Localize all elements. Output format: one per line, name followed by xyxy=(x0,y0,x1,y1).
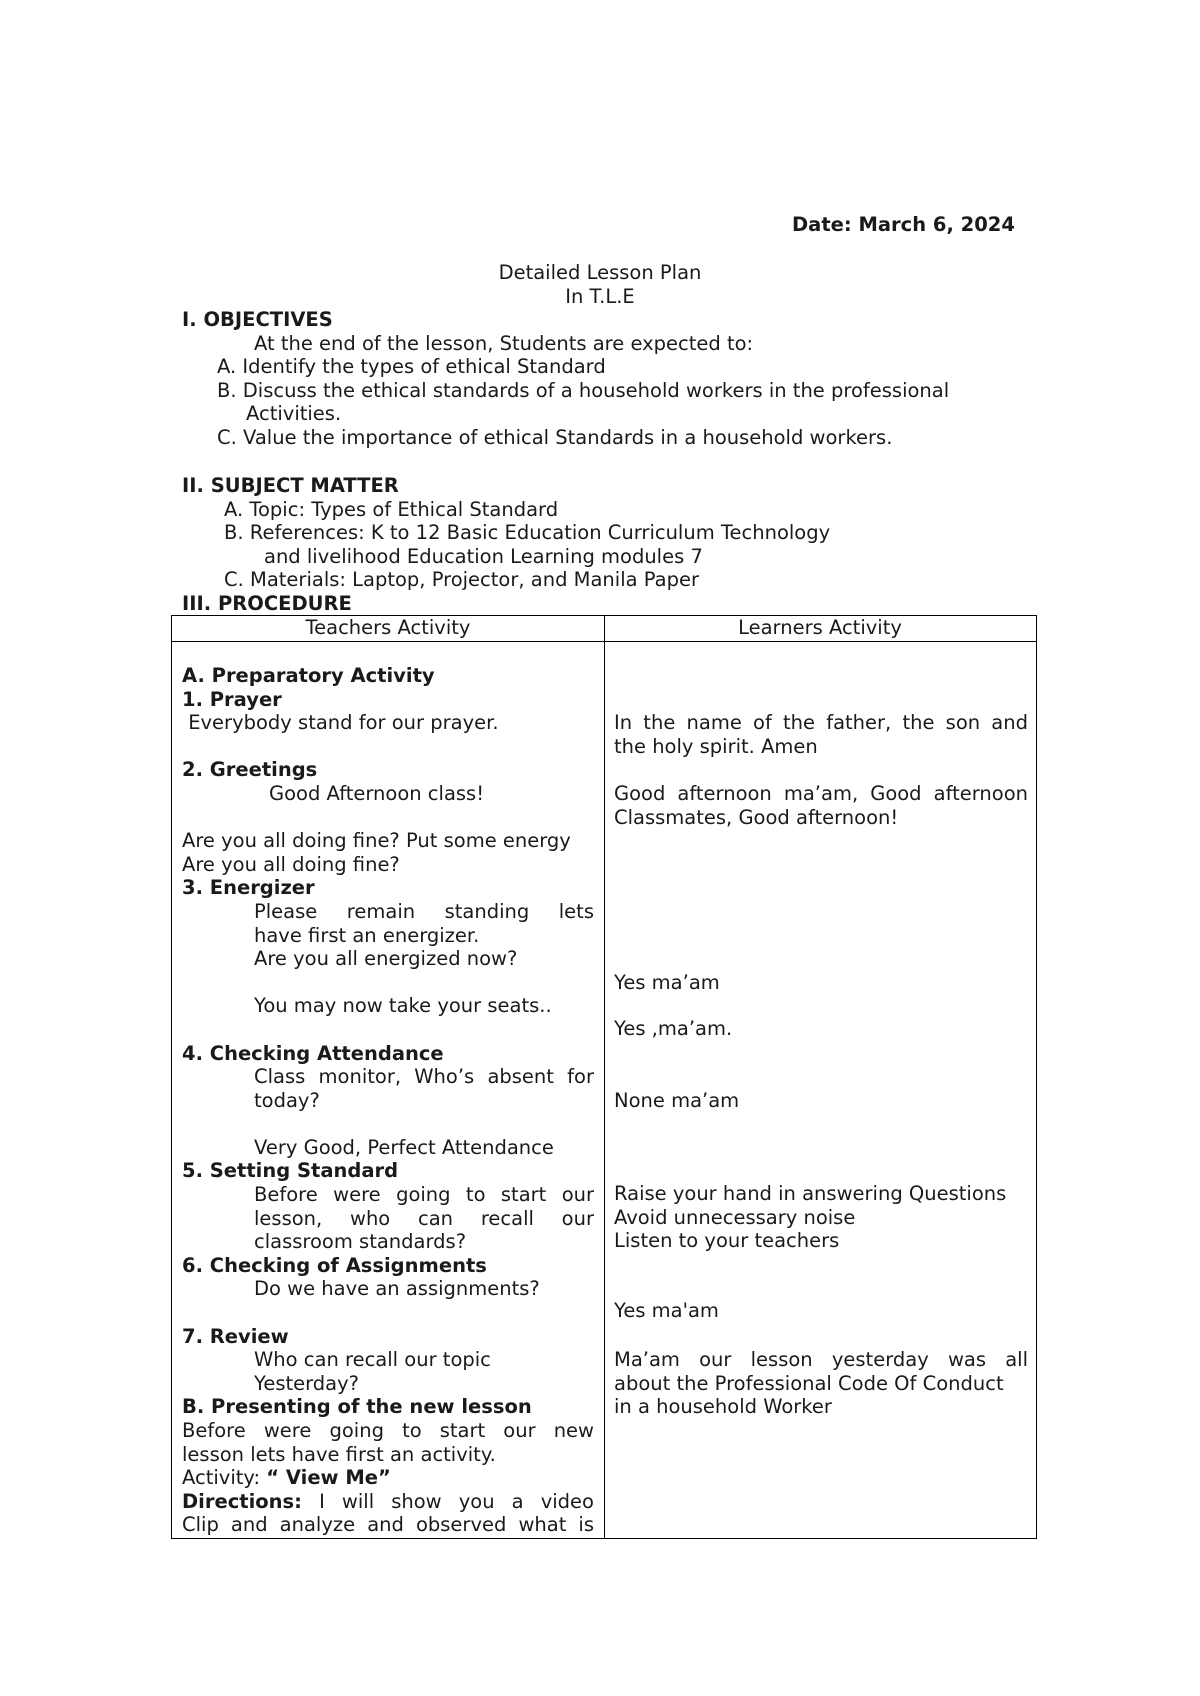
header-learners-activity: Learners Activity xyxy=(738,616,902,639)
objectives-title: I. OBJECTIVES xyxy=(182,308,333,331)
subject-item: C. Materials: Laptop, Projector, and Manila Paper xyxy=(224,568,699,592)
attendance-heading: 4. Checking Attendance xyxy=(182,1041,444,1065)
learner-line: in a household Worker xyxy=(614,1395,832,1419)
teacher-line: Before were going to start our new xyxy=(182,1419,594,1442)
prayer-text: Everybody stand for our prayer. xyxy=(182,711,499,735)
learner-response: Yes ,ma’am. xyxy=(614,1017,733,1040)
teacher-line: Do we have an assignments? xyxy=(254,1277,540,1301)
document-header xyxy=(0,261,1200,308)
teacher-line: Are you all doing fine? xyxy=(182,852,400,876)
learner-line: the holy spirit. Amen xyxy=(614,734,818,758)
objectives-section xyxy=(182,308,1042,450)
objectives-intro: At the end of the lesson, Students are expected to: xyxy=(254,331,754,355)
document-title: Detailed Lesson Plan xyxy=(498,261,702,284)
learner-response: None ma’am xyxy=(614,1089,740,1112)
teacher-line: Very Good, Perfect Attendance xyxy=(254,1135,554,1159)
learner-line: Avoid unnecessary noise xyxy=(614,1205,856,1229)
procedure-title xyxy=(182,592,1042,616)
learner-line: Listen to your teachers xyxy=(614,1229,840,1253)
setting-standard-heading: 5. Setting Standard xyxy=(182,1159,399,1183)
procedure-title-text: III. PROCEDURE xyxy=(182,592,352,615)
directions-text: I will show you a video xyxy=(301,1489,594,1513)
teacher-line: Before were going to start our xyxy=(254,1183,594,1207)
subject-matter-section xyxy=(182,474,1042,592)
subject-item: B. References: K to 12 Basic Education Curriculum Technology xyxy=(224,521,831,545)
teacher-line: have first an energizer. xyxy=(254,923,480,947)
objective-item: A. Identify the types of ethical Standard xyxy=(217,355,606,379)
activity-label: Activity: xyxy=(182,1466,267,1490)
learner-line: about the Professional Code Of Conduct xyxy=(614,1371,1004,1395)
assignments-heading: 6. Checking of Assignments xyxy=(182,1253,487,1277)
column-divider xyxy=(604,616,605,1538)
lesson-date: Date: March 6, 2024 xyxy=(792,213,1015,236)
teacher-activity-cell xyxy=(182,664,594,1537)
energizer-heading: 3. Energizer xyxy=(182,876,315,900)
learner-greeting-response xyxy=(614,782,1028,829)
teacher-line: lesson, who can recall our xyxy=(254,1206,594,1230)
learner-standards-response xyxy=(614,1182,1028,1253)
subject-item-continued: and livelihood Education Learning modules 7 xyxy=(264,544,703,568)
review-heading: 7. Review xyxy=(182,1324,289,1348)
learner-prayer-response xyxy=(614,711,1028,758)
greetings-heading: 2. Greetings xyxy=(182,758,318,782)
objective-item: C. Value the importance of ethical Standards in a household workers. xyxy=(217,425,893,449)
teacher-line: Clip and analyze and observed what is xyxy=(182,1513,594,1537)
teacher-line: Who can recall our topic xyxy=(254,1348,491,1372)
activity-name: “ View Me” xyxy=(266,1466,391,1490)
subject-matter-title: II. SUBJECT MATTER xyxy=(182,474,399,497)
teacher-line: lesson lets have first an activity. xyxy=(182,1442,496,1466)
procedure-table xyxy=(171,615,1037,1539)
learner-line: Classmates, Good afternoon! xyxy=(614,805,899,829)
learner-response: Yes ma’am xyxy=(614,971,720,994)
learner-line: Ma’am our lesson yesterday was all xyxy=(614,1348,1028,1371)
teacher-line: You may now take your seats.. xyxy=(254,994,552,1018)
teacher-line: Yesterday? xyxy=(254,1371,360,1395)
prayer-heading: 1. Prayer xyxy=(182,687,282,711)
teacher-line: Are you all energized now? xyxy=(254,947,518,971)
directions-label: Directions: xyxy=(182,1489,302,1513)
subject-item: A. Topic: Types of Ethical Standard xyxy=(224,497,559,521)
learner-review-response xyxy=(614,1348,1028,1419)
learner-response: Yes ma'am xyxy=(614,1299,719,1322)
teacher-line: Please remain standing lets xyxy=(254,899,594,923)
preparatory-activity-heading: A. Preparatory Activity xyxy=(182,664,435,687)
directions-line xyxy=(182,1490,594,1514)
activity-line xyxy=(182,1466,594,1490)
objective-item-continued: Activities. xyxy=(246,402,342,426)
learner-line: Raise your hand in answering Questions xyxy=(614,1182,1007,1205)
objective-item: B. Discuss the ethical standards of a household workers in the professional xyxy=(217,378,950,402)
learner-line: Good afternoon ma’am, Good afternoon xyxy=(614,782,1028,805)
greetings-text: Good Afternoon class! xyxy=(269,781,485,805)
header-teachers-activity: Teachers Activity xyxy=(305,616,471,639)
presenting-lesson-heading: B. Presenting of the new lesson xyxy=(182,1395,532,1419)
document-subtitle: In T.L.E xyxy=(565,284,635,308)
learner-line: In the name of the father, the son and xyxy=(614,711,1028,734)
teacher-line: Class monitor, Who’s absent for xyxy=(254,1065,594,1089)
teacher-line: classroom standards? xyxy=(254,1230,467,1254)
teacher-line: Are you all doing fine? Put some energy xyxy=(182,829,571,853)
teacher-line: today? xyxy=(254,1088,320,1112)
